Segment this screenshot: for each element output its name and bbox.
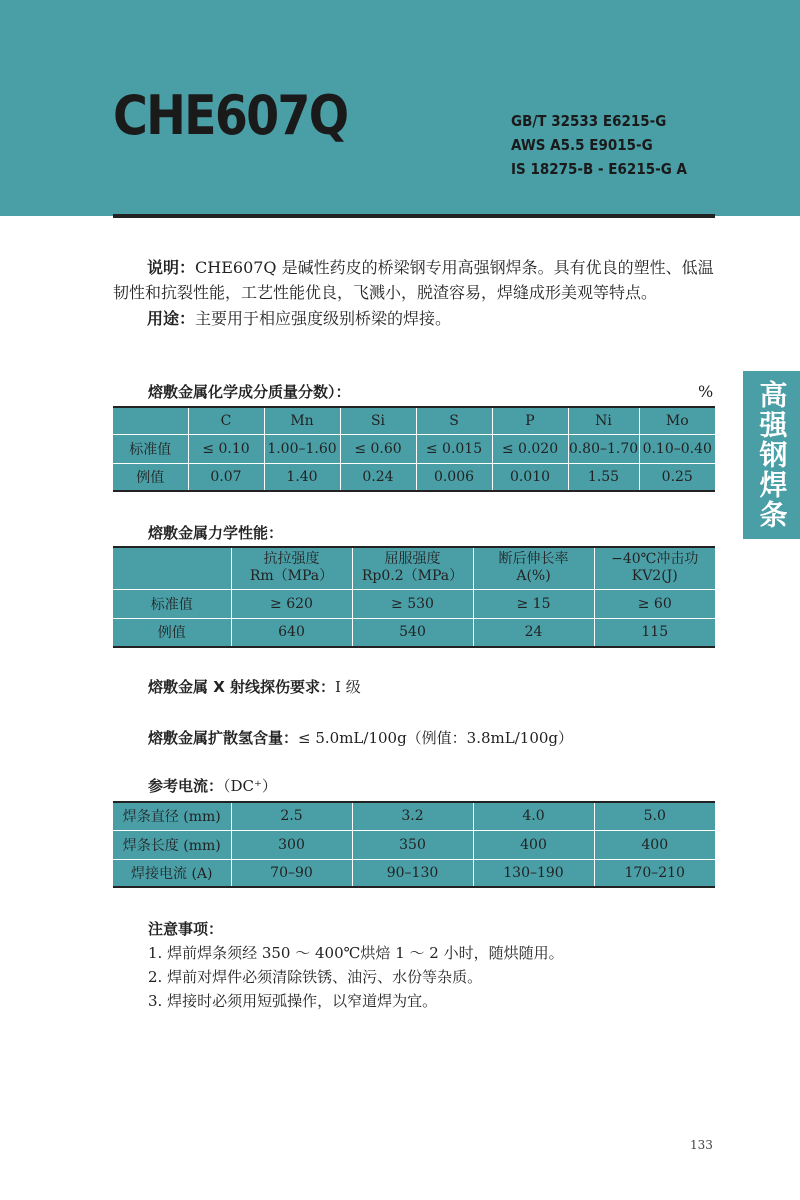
side-tab-label: 高强钢焊条 xyxy=(755,380,789,530)
xray-requirement: 熔敷金属 X 射线探伤要求：I 级 xyxy=(148,678,361,696)
table-cell: 130–190 xyxy=(473,859,594,887)
description-paragraph xyxy=(113,255,715,305)
table-cell: 24 xyxy=(473,618,594,647)
table-row xyxy=(113,802,715,830)
mechanical-header-blank xyxy=(113,547,231,589)
table-cell: 90–130 xyxy=(352,859,473,887)
standard-gb: GB/T 32533 E6215-G xyxy=(511,112,667,130)
mechanical-header-cell: 抗拉强度 Rm（MPa） xyxy=(231,547,352,589)
header-divider xyxy=(113,214,715,218)
mechanical-table xyxy=(113,546,715,648)
hydrogen-content: 熔敷金属扩散氢含量：≤ 5.0mL/100g（例值：3.8mL/100g） xyxy=(148,729,574,747)
chemical-header-cell xyxy=(113,407,188,434)
use-text: 主要用于相应强度级别桥梁的焊接。 xyxy=(195,309,452,328)
description-block xyxy=(113,255,715,331)
mechanical-header-cell: 屈服强度 Rp0.2（MPa） xyxy=(352,547,473,589)
notes-title: 注意事项： xyxy=(148,920,224,938)
mechanical-header-cell: 断后伸长率 A(%) xyxy=(473,547,594,589)
notes-block xyxy=(148,917,564,1013)
table-cell: 115 xyxy=(594,618,715,647)
table-cell: ≥ 15 xyxy=(473,589,594,618)
use-paragraph xyxy=(113,306,715,331)
table-cell: 4.0 xyxy=(473,802,594,830)
table-cell: 0.24 xyxy=(340,463,416,491)
table-cell: 0.80–1.70 xyxy=(568,434,639,463)
table-cell: 2.5 xyxy=(231,802,352,830)
table-cell: ≤ 0.60 xyxy=(340,434,416,463)
standards-list xyxy=(511,109,687,181)
chemical-header-cell: Mn xyxy=(264,407,340,434)
chemical-unit: % xyxy=(698,382,714,401)
table-cell: 170–210 xyxy=(594,859,715,887)
note-item: 2. 焊前对焊件必须清除铁锈、油污、水份等杂质。 xyxy=(148,968,483,986)
chemical-header-row xyxy=(113,407,715,434)
row-label: 焊条长度 (mm) xyxy=(113,830,231,859)
chemical-section-title: 熔敷金属化学成分质量分数）： xyxy=(148,383,351,401)
current-section-title: 参考电流：（DC⁺） xyxy=(148,777,277,795)
chemical-header-cell: S xyxy=(416,407,492,434)
table-row xyxy=(113,434,715,463)
row-label: 例值 xyxy=(113,618,231,647)
table-cell: 0.07 xyxy=(188,463,264,491)
table-cell: 640 xyxy=(231,618,352,647)
note-item: 1. 焊前焊条须经 350 ～ 400℃烘焙 1 ～ 2 小时，随烘随用。 xyxy=(148,944,564,962)
row-label: 例值 xyxy=(113,463,188,491)
product-title: CHE607Q xyxy=(113,84,348,147)
description-label: 说明： xyxy=(147,258,196,277)
mechanical-section-title: 熔敷金属力学性能： xyxy=(148,524,284,542)
table-row xyxy=(113,463,715,491)
table-cell: 300 xyxy=(231,830,352,859)
table-cell: ≤ 0.020 xyxy=(492,434,568,463)
chemical-header-cell: Mo xyxy=(639,407,715,434)
table-cell: 3.2 xyxy=(352,802,473,830)
table-cell: 400 xyxy=(473,830,594,859)
use-label: 用途： xyxy=(147,309,196,328)
chemical-header-cell: C xyxy=(188,407,264,434)
table-row xyxy=(113,589,715,618)
table-cell: 0.006 xyxy=(416,463,492,491)
table-cell: 400 xyxy=(594,830,715,859)
table-cell: ≥ 530 xyxy=(352,589,473,618)
row-label: 焊条直径 (mm) xyxy=(113,802,231,830)
table-cell: 70–90 xyxy=(231,859,352,887)
table-row xyxy=(113,859,715,887)
standard-is: IS 18275-B - E6215-G A xyxy=(511,160,687,178)
table-cell: 0.10–0.40 xyxy=(639,434,715,463)
table-cell: ≥ 60 xyxy=(594,589,715,618)
table-cell: 0.25 xyxy=(639,463,715,491)
chemical-header-cell: Si xyxy=(340,407,416,434)
current-table xyxy=(113,801,715,888)
side-category-tab xyxy=(743,371,800,539)
row-label: 焊接电流 (A) xyxy=(113,859,231,887)
table-cell: 1.00–1.60 xyxy=(264,434,340,463)
table-cell: 1.40 xyxy=(264,463,340,491)
mechanical-header-row xyxy=(113,547,715,589)
table-cell: ≤ 0.10 xyxy=(188,434,264,463)
row-label: 标准值 xyxy=(113,434,188,463)
table-row xyxy=(113,830,715,859)
chemical-header-cell: P xyxy=(492,407,568,434)
table-cell: 540 xyxy=(352,618,473,647)
mechanical-header-cell: −40℃冲击功 KV2(J) xyxy=(594,547,715,589)
chemical-header-cell: Ni xyxy=(568,407,639,434)
page-number: 133 xyxy=(690,1138,713,1152)
table-cell: ≥ 620 xyxy=(231,589,352,618)
row-label: 标准值 xyxy=(113,589,231,618)
standard-aws: AWS A5.5 E9015-G xyxy=(511,136,653,154)
table-cell: 350 xyxy=(352,830,473,859)
note-item: 3. 焊接时必须用短弧操作，以窄道焊为宜。 xyxy=(148,992,438,1010)
table-cell: 0.010 xyxy=(492,463,568,491)
table-cell: 5.0 xyxy=(594,802,715,830)
table-cell: ≤ 0.015 xyxy=(416,434,492,463)
table-cell: 1.55 xyxy=(568,463,639,491)
chemical-table xyxy=(113,406,715,492)
table-row xyxy=(113,618,715,647)
description-text: CHE607Q 是碱性药皮的桥梁钢专用高强钢焊条。具有优良的塑性、低温韧性和抗裂性能，工艺性能优良，飞溅小，脱渣容易，焊缝成形美观等特点。 xyxy=(113,258,714,302)
